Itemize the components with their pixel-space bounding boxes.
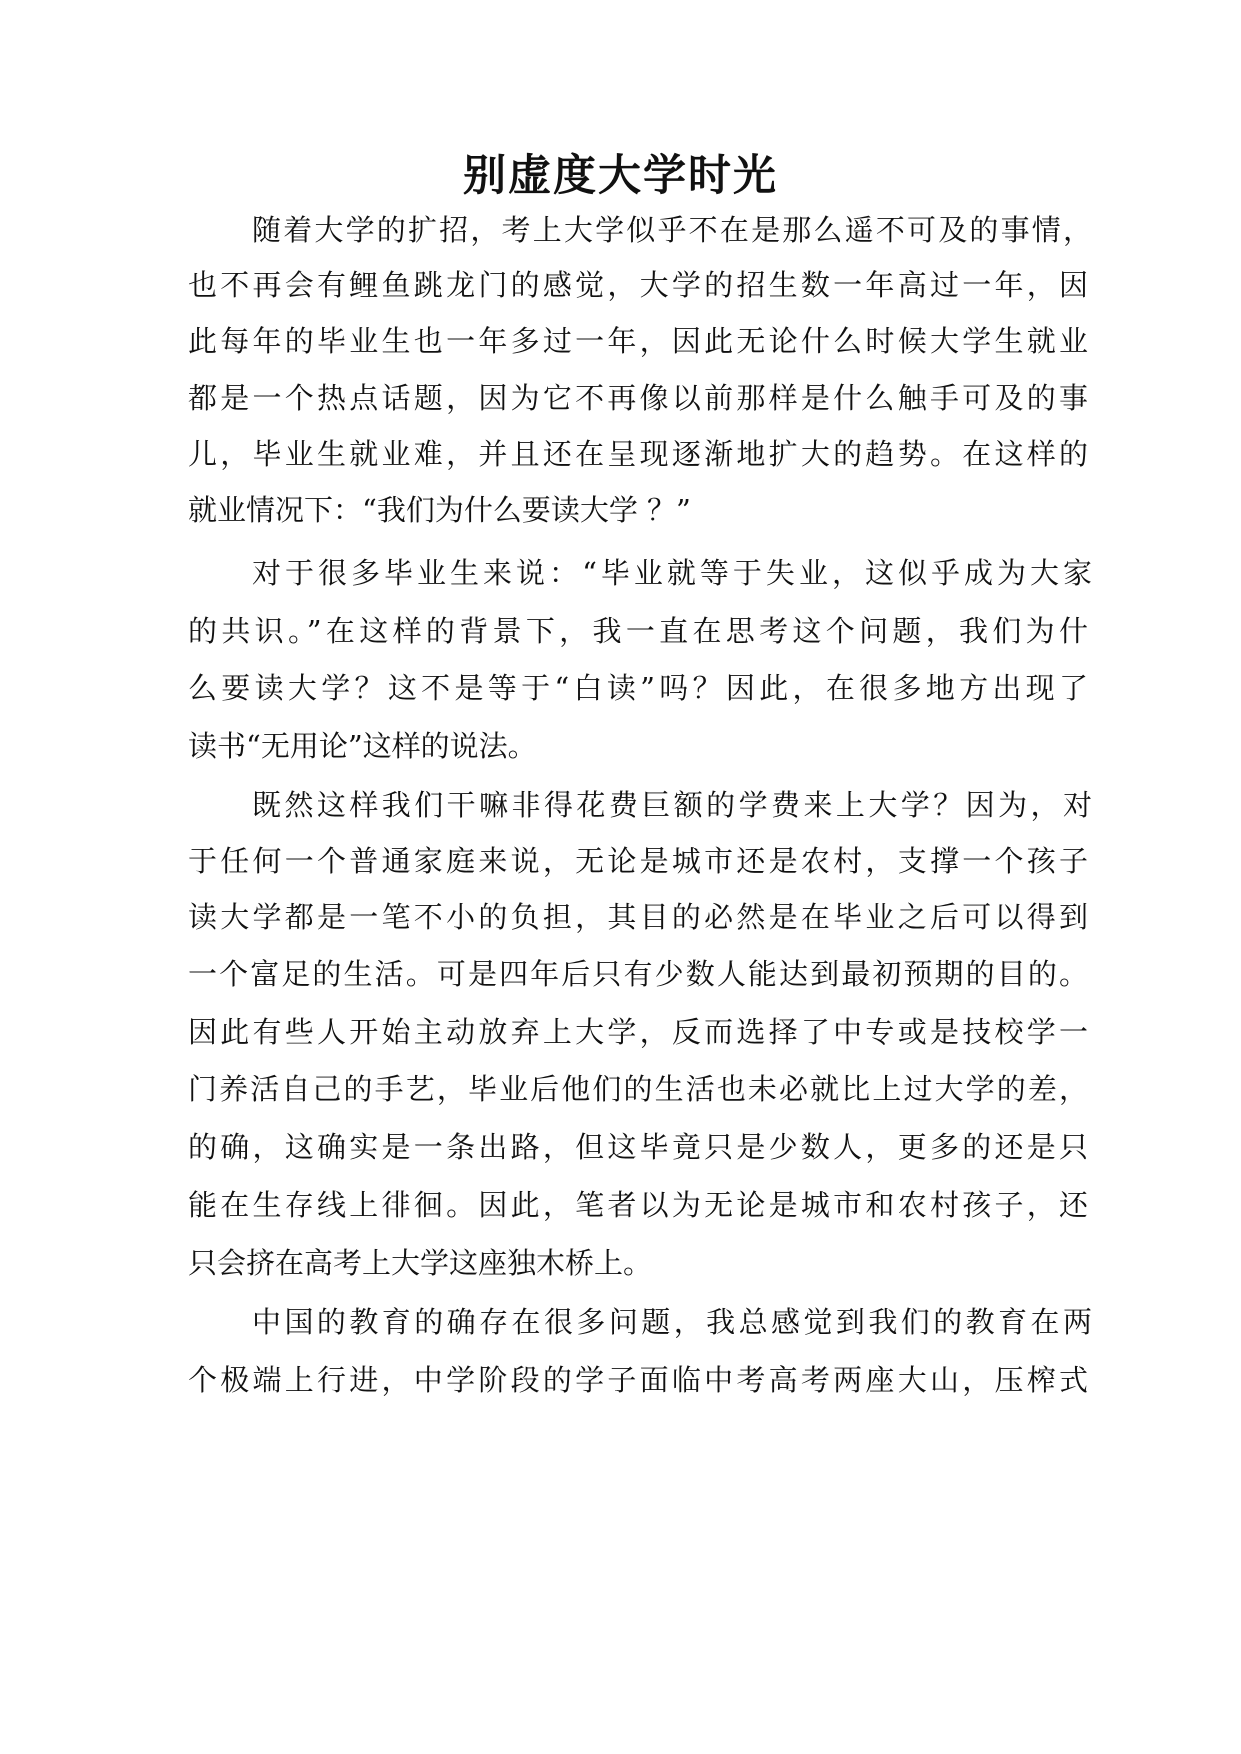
- paragraph-line: 只会挤在高考上大学这座独木桥上。: [188, 1246, 653, 1280]
- paragraph-line: 读大学都是一笔不小的负担，其目的必然是在毕业之后可以得到: [188, 900, 1088, 934]
- paragraph-line: 门养活自己的手艺，毕业后他们的生活也未必就比上过大学的差，: [188, 1072, 1088, 1106]
- paragraph-line: 么要读大学？这不是等于“白读”吗？因此，在很多地方出现了: [188, 671, 1088, 705]
- paragraph-line: 就业情况下：“我们为什么要读大学 ？”: [188, 493, 691, 527]
- paragraph-line: 读书“无用论”这样的说法。: [188, 729, 537, 763]
- paragraph-line: 的共识。”在这样的背景下，我一直在思考这个问题，我们为什: [188, 614, 1088, 648]
- paragraph-line: 随着大学的扩招，考上大学似乎不在是那么遥不可及的事情，: [252, 213, 1092, 247]
- document-title: 别虚度大学时光: [463, 151, 778, 201]
- paragraph-line: 中国的教育的确存在很多问题，我总感觉到我们的教育在两: [252, 1305, 1092, 1339]
- paragraph-line: 因此有些人开始主动放弃上大学，反而选择了中专或是技校学一: [188, 1015, 1088, 1049]
- paragraph-line: 也不再会有鲤鱼跳龙门的感觉，大学的招生数一年高过一年，因: [188, 268, 1088, 302]
- paragraph-line: 儿，毕业生就业难，并且还在呈现逐渐地扩大的趋势。在这样的: [188, 437, 1088, 471]
- paragraph-line: 的确，这确实是一条出路，但这毕竟只是少数人，更多的还是只: [188, 1130, 1088, 1164]
- paragraph-line: 都是一个热点话题，因为它不再像以前那样是什么触手可及的事: [188, 381, 1088, 415]
- paragraph-line: 既然这样我们干嘛非得花费巨额的学费来上大学？因为，对: [252, 788, 1092, 822]
- paragraph-line: 于任何一个普通家庭来说，无论是城市还是农村，支撑一个孩子: [188, 844, 1088, 878]
- paragraph-line: 个极端上行进，中学阶段的学子面临中考高考两座大山，压榨式: [188, 1363, 1088, 1397]
- paragraph-line: 能在生存线上徘徊。因此，笔者以为无论是城市和农村孩子，还: [188, 1188, 1088, 1222]
- paragraph-line: 一个富足的生活。可是四年后只有少数人能达到最初预期的目的。: [188, 957, 1088, 991]
- paragraph-line: 对于很多毕业生来说：“毕业就等于失业，这似乎成为大家: [252, 556, 1092, 590]
- paragraph-line: 此每年的毕业生也一年多过一年，因此无论什么时候大学生就业: [188, 324, 1088, 358]
